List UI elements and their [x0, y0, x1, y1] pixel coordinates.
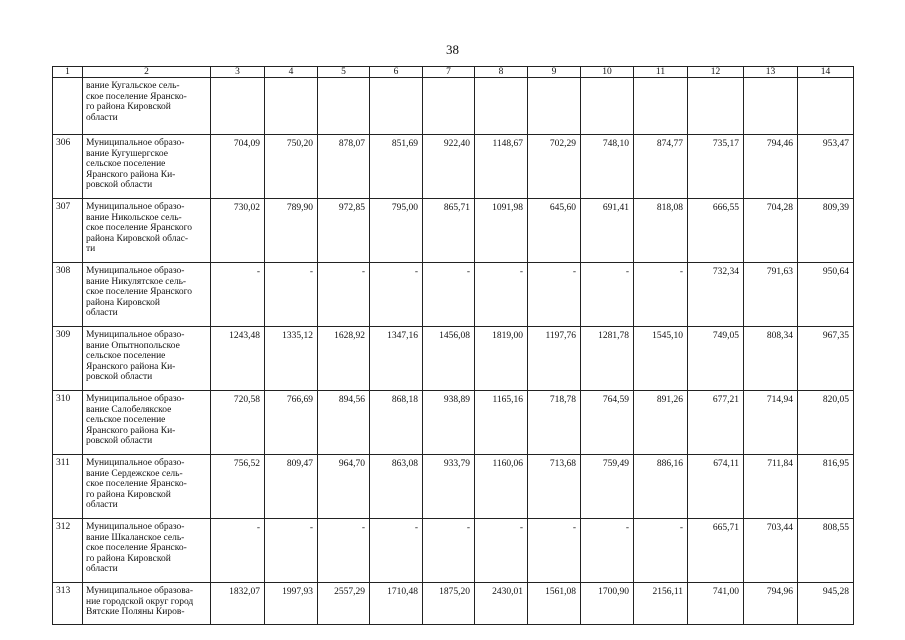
value-cell: - — [265, 263, 318, 327]
name-line: го района Кировской — [86, 489, 171, 500]
value-cell: 794,96 — [744, 583, 798, 625]
value-cell: 714,94 — [744, 391, 798, 455]
value-cell: 1561,08 — [528, 583, 581, 625]
value-cell: 730,02 — [211, 199, 265, 263]
value-cell — [744, 78, 798, 135]
value-cell: 1710,48 — [370, 583, 423, 625]
value-cell: 863,08 — [370, 455, 423, 519]
value-cell: 809,47 — [265, 455, 318, 519]
data-table — [52, 66, 854, 625]
value-cell: 818,08 — [634, 199, 688, 263]
col-header: 10 — [581, 67, 634, 78]
col-header: 7 — [423, 67, 475, 78]
value-cell: - — [634, 519, 688, 583]
col-header: 1 — [53, 67, 83, 78]
value-cell: 702,29 — [528, 135, 581, 199]
value-cell: - — [265, 519, 318, 583]
value-cell: 816,95 — [798, 455, 854, 519]
table-row — [53, 263, 854, 327]
name-line: Яранского района Ки- — [86, 361, 176, 372]
value-cell: - — [475, 263, 528, 327]
row-index-cell: 307 — [53, 199, 83, 263]
value-cell: 851,69 — [370, 135, 423, 199]
name-line: вание Кугальское сель- — [86, 81, 180, 92]
name-line: района Кировской — [86, 297, 161, 308]
table-row — [53, 391, 854, 455]
value-cell: 886,16 — [634, 455, 688, 519]
value-cell: 950,64 — [798, 263, 854, 327]
row-index-cell: 312 — [53, 519, 83, 583]
value-cell: 713,68 — [528, 455, 581, 519]
col-header: 5 — [318, 67, 370, 78]
value-cell: - — [318, 519, 370, 583]
row-name-cell — [83, 199, 211, 263]
value-cell: 732,34 — [688, 263, 744, 327]
value-cell: 735,17 — [688, 135, 744, 199]
value-cell — [528, 78, 581, 135]
page-number: 38 — [446, 42, 459, 57]
row-index-cell: 311 — [53, 455, 83, 519]
value-cell: 704,28 — [744, 199, 798, 263]
value-cell: 749,05 — [688, 327, 744, 391]
value-cell — [475, 78, 528, 135]
name-line: района Кировской облас- — [86, 233, 189, 244]
name-line: го района Кировской — [86, 102, 171, 113]
value-cell: 2430,01 — [475, 583, 528, 625]
table-row-continuation — [53, 78, 854, 135]
value-cell: 674,11 — [688, 455, 744, 519]
header-row — [53, 67, 854, 78]
value-cell: 789,90 — [265, 199, 318, 263]
name-line: Яранского района Ки- — [86, 425, 176, 436]
col-header: 2 — [83, 67, 211, 78]
table-row — [53, 519, 854, 583]
value-cell: 865,71 — [423, 199, 475, 263]
value-cell: 756,52 — [211, 455, 265, 519]
table-row — [53, 455, 854, 519]
value-cell: 1456,08 — [423, 327, 475, 391]
value-cell: 953,47 — [798, 135, 854, 199]
name-line: вание Никольское сель- — [86, 212, 182, 223]
value-cell: 794,46 — [744, 135, 798, 199]
col-header: 6 — [370, 67, 423, 78]
name-line: Яранского района Ки- — [86, 169, 176, 180]
name-line: Муниципальное образо- — [86, 138, 185, 149]
value-cell: 808,55 — [798, 519, 854, 583]
value-cell: 665,71 — [688, 519, 744, 583]
value-cell: 1819,00 — [475, 327, 528, 391]
name-line: ние городской округ город — [86, 596, 194, 607]
value-cell: 1545,10 — [634, 327, 688, 391]
value-cell: 809,39 — [798, 199, 854, 263]
col-header: 4 — [265, 67, 318, 78]
value-cell: 645,60 — [528, 199, 581, 263]
row-name-cell — [83, 455, 211, 519]
value-cell: 1875,20 — [423, 583, 475, 625]
value-cell — [370, 78, 423, 135]
table-row — [53, 327, 854, 391]
value-cell: 1091,98 — [475, 199, 528, 263]
value-cell: - — [211, 263, 265, 327]
name-line: сельское поселение — [86, 415, 166, 426]
name-line: го района Кировской — [86, 553, 171, 564]
row-name-cell — [83, 391, 211, 455]
value-cell: 711,84 — [744, 455, 798, 519]
value-cell: 748,10 — [581, 135, 634, 199]
value-cell: 1335,12 — [265, 327, 318, 391]
name-line: ское поселение Яранско- — [86, 91, 187, 102]
name-line: области — [86, 308, 118, 319]
name-line: Муниципальное образова- — [86, 586, 194, 597]
value-cell: 891,26 — [634, 391, 688, 455]
value-cell — [423, 78, 475, 135]
value-cell: 938,89 — [423, 391, 475, 455]
value-cell — [265, 78, 318, 135]
name-line: вание Опытнопольское — [86, 340, 180, 351]
value-cell: 967,35 — [798, 327, 854, 391]
name-line: ское поселение Яранско- — [86, 479, 187, 490]
name-line: ти — [86, 244, 96, 255]
value-cell: 1997,93 — [265, 583, 318, 625]
row-index-cell: 310 — [53, 391, 83, 455]
value-cell: 933,79 — [423, 455, 475, 519]
row-index-cell: 306 — [53, 135, 83, 199]
row-name-cell — [83, 519, 211, 583]
value-cell: 1832,07 — [211, 583, 265, 625]
row-index-cell: 308 — [53, 263, 83, 327]
value-cell: 691,41 — [581, 199, 634, 263]
value-cell: 795,00 — [370, 199, 423, 263]
name-line: Муниципальное образо- — [86, 266, 185, 277]
value-cell: 1700,90 — [581, 583, 634, 625]
name-line: вание Кугушергское — [86, 148, 168, 159]
name-line: Муниципальное образо- — [86, 330, 185, 341]
value-cell: 808,34 — [744, 327, 798, 391]
name-line: сельское поселение — [86, 159, 166, 170]
value-cell: 1160,06 — [475, 455, 528, 519]
col-header: 14 — [798, 67, 854, 78]
col-header: 13 — [744, 67, 798, 78]
name-line: вание Салобелякское — [86, 404, 172, 415]
value-cell: 972,85 — [318, 199, 370, 263]
value-cell: - — [528, 519, 581, 583]
value-cell: 2156,11 — [634, 583, 688, 625]
value-cell: 964,70 — [318, 455, 370, 519]
row-name-cell — [83, 327, 211, 391]
value-cell: 666,55 — [688, 199, 744, 263]
row-name-cell — [83, 78, 211, 135]
value-cell: 894,56 — [318, 391, 370, 455]
value-cell: - — [370, 263, 423, 327]
name-line: Вятские Поляны Киров- — [86, 607, 185, 618]
name-line: области — [86, 564, 118, 575]
name-line: вание Сердежское сель- — [86, 468, 183, 479]
value-cell: 945,28 — [798, 583, 854, 625]
row-name-cell — [83, 583, 211, 625]
name-line: Муниципальное образо- — [86, 458, 185, 469]
value-cell: 764,59 — [581, 391, 634, 455]
value-cell: - — [370, 519, 423, 583]
value-cell: 922,40 — [423, 135, 475, 199]
name-line: сельское поселение — [86, 351, 166, 362]
value-cell: - — [581, 519, 634, 583]
value-cell: 878,07 — [318, 135, 370, 199]
name-line: ское поселение Яранского — [86, 223, 193, 234]
value-cell: - — [211, 519, 265, 583]
value-cell: 820,05 — [798, 391, 854, 455]
value-cell: 1148,67 — [475, 135, 528, 199]
value-cell: - — [423, 519, 475, 583]
col-header: 11 — [634, 67, 688, 78]
value-cell: 868,18 — [370, 391, 423, 455]
value-cell: 704,09 — [211, 135, 265, 199]
name-line: ровской области — [86, 372, 153, 383]
name-line: вание Никулятское сель- — [86, 276, 187, 287]
name-line: ровской области — [86, 180, 153, 191]
name-line: ское поселение Яранско- — [86, 543, 187, 554]
table-row — [53, 135, 854, 199]
row-index-cell — [53, 78, 83, 135]
value-cell — [581, 78, 634, 135]
table-row — [53, 583, 854, 625]
row-name-cell — [83, 135, 211, 199]
value-cell: 1165,16 — [475, 391, 528, 455]
row-index-cell: 313 — [53, 583, 83, 625]
value-cell: 766,69 — [265, 391, 318, 455]
value-cell: 750,20 — [265, 135, 318, 199]
value-cell: - — [634, 263, 688, 327]
value-cell: 741,00 — [688, 583, 744, 625]
col-header: 9 — [528, 67, 581, 78]
value-cell: 874,77 — [634, 135, 688, 199]
col-header: 8 — [475, 67, 528, 78]
value-cell: 759,49 — [581, 455, 634, 519]
col-header: 3 — [211, 67, 265, 78]
value-cell — [318, 78, 370, 135]
value-cell: 703,44 — [744, 519, 798, 583]
value-cell: - — [423, 263, 475, 327]
name-line: вание Шкаланское сель- — [86, 532, 185, 543]
name-line: Муниципальное образо- — [86, 522, 185, 533]
value-cell: 720,58 — [211, 391, 265, 455]
name-line: ровской области — [86, 436, 153, 447]
name-line: ское поселение Яранского — [86, 287, 193, 298]
name-line: области — [86, 112, 118, 123]
name-line: Муниципальное образо- — [86, 202, 185, 213]
value-cell: 718,78 — [528, 391, 581, 455]
value-cell: 1197,76 — [528, 327, 581, 391]
value-cell — [688, 78, 744, 135]
value-cell — [798, 78, 854, 135]
row-index-cell: 309 — [53, 327, 83, 391]
value-cell: 1243,48 — [211, 327, 265, 391]
value-cell: 677,21 — [688, 391, 744, 455]
table-row — [53, 199, 854, 263]
value-cell: 1628,92 — [318, 327, 370, 391]
value-cell — [634, 78, 688, 135]
row-name-cell — [83, 263, 211, 327]
value-cell: - — [318, 263, 370, 327]
value-cell: - — [528, 263, 581, 327]
value-cell — [211, 78, 265, 135]
value-cell: 1281,78 — [581, 327, 634, 391]
name-line: области — [86, 500, 118, 511]
col-header: 12 — [688, 67, 744, 78]
value-cell: - — [581, 263, 634, 327]
value-cell: 2557,29 — [318, 583, 370, 625]
value-cell: 791,63 — [744, 263, 798, 327]
name-line: Муниципальное образо- — [86, 394, 185, 405]
value-cell: - — [475, 519, 528, 583]
value-cell: 1347,16 — [370, 327, 423, 391]
